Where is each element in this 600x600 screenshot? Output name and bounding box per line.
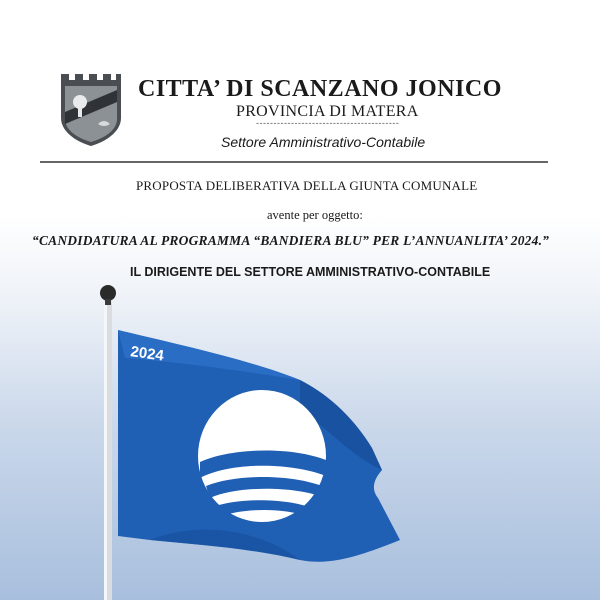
province-name: PROVINCIA DI MATERA bbox=[236, 103, 419, 120]
subject-title: “CANDIDATURA AL PROGRAMMA “BANDIERA BLU” PER L’ANNUANLITA’ 2024.” bbox=[32, 233, 550, 248]
proposal-heading: PROPOSTA DELIBERATIVA DELLA GIUNTA COMUNALE bbox=[136, 178, 478, 193]
sector-name: Settore Amministrativo-Contabile bbox=[221, 134, 426, 150]
city-title: CITTA’ DI SCANZANO JONICO bbox=[138, 76, 502, 102]
flag-year-label: 2024 bbox=[129, 343, 165, 365]
bandiera-blu-emblem bbox=[198, 390, 326, 522]
flagpole-finial bbox=[100, 285, 116, 301]
director-heading: IL DIRIGENTE DEL SETTORE AMMINISTRATIVO-CONTABILE bbox=[130, 265, 491, 279]
subject-label: avente per oggetto: bbox=[267, 208, 363, 222]
header-separator: ----------------------------------------- bbox=[256, 118, 400, 128]
